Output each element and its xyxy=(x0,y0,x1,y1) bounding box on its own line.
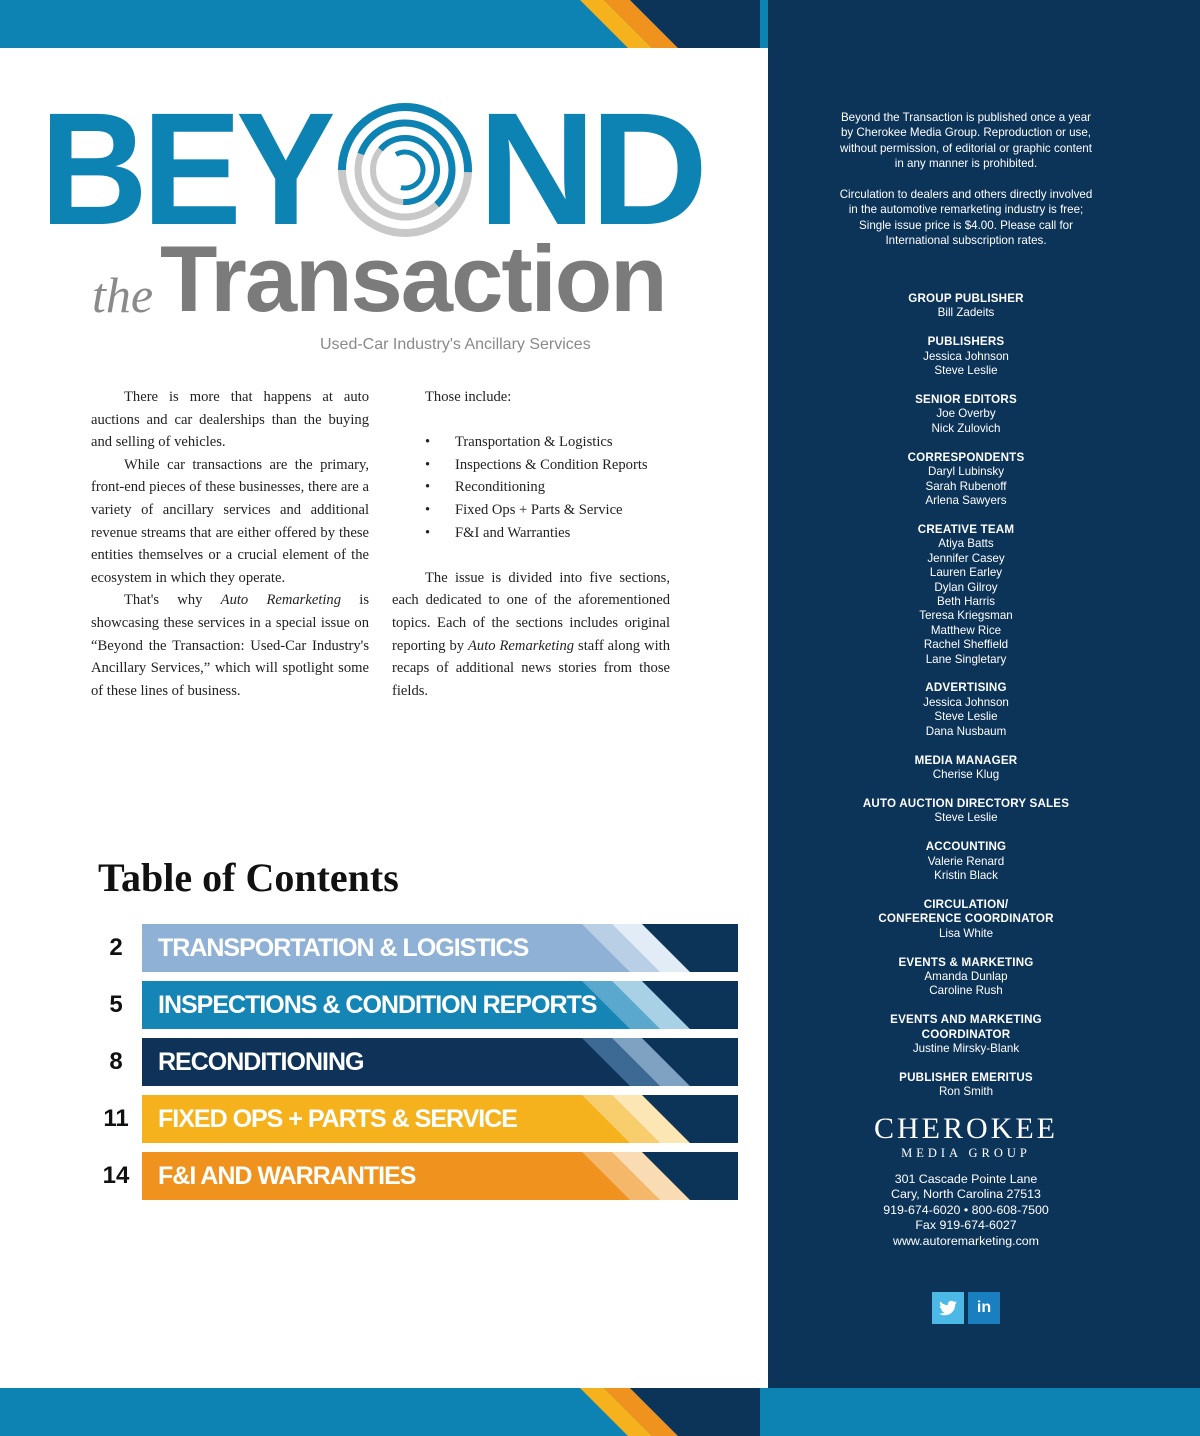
staff-name: Kristin Black xyxy=(934,869,998,882)
staff-name: Daryl Lubinsky xyxy=(927,465,1005,479)
staff-name: Atiya Batts xyxy=(938,537,994,551)
toc-label: RECONDITIONING xyxy=(158,1048,364,1076)
staff-name: Arlena Sawyers xyxy=(925,493,1007,507)
staff-role: ACCOUNTING xyxy=(925,840,1007,854)
toc-bar xyxy=(142,924,738,972)
includes-lead: Those include: xyxy=(425,389,512,405)
publication-name: Auto Remarketing xyxy=(468,637,575,654)
target-rings-icon xyxy=(342,107,468,233)
intro-paragraph-3: That's why Auto Remarketing is showcasing these services in a special issue on “Beyond the Transaction: Used-Car Industry's Ancillary Services,” which will spotlight some of these lines of business. xyxy=(91,592,369,699)
staff-name: Ron Smith xyxy=(938,1085,994,1099)
staff-name: Cherise Klug xyxy=(932,767,1000,781)
intro-column-right xyxy=(392,386,670,702)
address-line: 301 Cascade Pointe Lane xyxy=(894,1172,1038,1186)
staff-role: CREATIVE TEAM xyxy=(917,522,1015,536)
twitter-icon xyxy=(932,1292,964,1324)
linkedin-button[interactable] xyxy=(968,1292,1000,1324)
svg-text:ND: ND xyxy=(478,96,702,246)
logo-transaction-word: Transaction xyxy=(160,226,666,331)
list-item: • Reconditioning xyxy=(392,476,670,499)
staff-name: Sarah Rubenoff xyxy=(925,479,1007,493)
staff-name: Jessica Johnson xyxy=(923,695,1009,709)
staff-name: Steve Leslie xyxy=(934,364,998,378)
toc-label: FIXED OPS + PARTS & SERVICE xyxy=(158,1105,517,1133)
staff-group xyxy=(836,956,1096,999)
toc-bar xyxy=(142,981,738,1029)
staff-group xyxy=(836,681,1096,739)
circulation-notice: Circulation to dealers and others directly involved in the automotive remarketing industry is free; Single issue price is $4.00. Please call for International subscription rates. xyxy=(839,188,1093,248)
toc-entry-fi-warranties[interactable] xyxy=(96,1152,738,1200)
toc-heading: Table of Contents xyxy=(98,855,399,900)
toc-page-number: 14 xyxy=(102,1162,130,1189)
staff-name: Bill Zadeits xyxy=(937,306,995,320)
toc-entry-reconditioning[interactable] xyxy=(96,1038,738,1086)
website-link[interactable]: www.autoremarketing.com xyxy=(893,1233,1039,1248)
list-item: • F&I and Warranties xyxy=(392,522,670,545)
staff-group xyxy=(836,797,1096,826)
linkedin-icon: in xyxy=(976,1299,992,1316)
top-accent-stripes xyxy=(560,0,760,48)
toc-bar xyxy=(142,1152,738,1200)
staff-name: Matthew Rice xyxy=(930,623,1002,637)
staff-role: EVENTS AND MARKETING xyxy=(890,1013,1042,1027)
cherokee-media-group-logo xyxy=(836,1112,1096,1160)
toc-label: INSPECTIONS & CONDITION REPORTS xyxy=(158,991,597,1019)
staff-role: SENIOR EDITORS xyxy=(915,393,1017,407)
staff-name: Dana Nusbaum xyxy=(925,724,1007,738)
toc-page-number: 5 xyxy=(109,991,123,1018)
beyond-logo xyxy=(40,96,710,246)
company-subname: MEDIA GROUP xyxy=(901,1146,1031,1160)
staff-group xyxy=(836,840,1096,883)
staff-role: COORDINATOR xyxy=(921,1027,1011,1041)
staff-name: Nick Zulovich xyxy=(931,421,1001,435)
list-item: • Fixed Ops + Parts & Service xyxy=(392,499,670,522)
staff-credits xyxy=(836,292,1096,1114)
staff-name: Justine Mirsky-Blank xyxy=(912,1042,1020,1056)
intro-paragraph-2: While car transactions are the primary, front-end pieces of these businesses, there are a variety of ancillary services and additional revenue streams that are either offered by these entities themselves or a crucial element of the ecosystem in which they operate. xyxy=(91,456,369,586)
fax-line: Fax 919-674-6027 xyxy=(915,1218,1017,1233)
list-item: • Transportation & Logistics xyxy=(392,431,670,454)
bottom-accent-stripes xyxy=(560,1388,760,1436)
toc-label: F&I AND WARRANTIES xyxy=(158,1162,416,1190)
toc-entry-transportation[interactable] xyxy=(96,924,738,972)
publication-name: Auto Remarketing xyxy=(220,592,342,609)
staff-group xyxy=(836,335,1096,378)
toc-page-number: 8 xyxy=(109,1048,123,1075)
intro-column-left xyxy=(91,386,369,702)
staff-group xyxy=(836,523,1096,667)
logo-the-word: the xyxy=(92,267,154,323)
staff-name: Steve Leslie xyxy=(934,710,998,724)
address-line: Cary, North Carolina 27513 xyxy=(891,1187,1041,1202)
staff-role: CIRCULATION/ xyxy=(923,897,1009,911)
intro-paragraph-4: The issue is divided into five sections, each dedicated to one of the aforementioned topics. Each of the sections includes original reporting by Auto Remarketing staff along with recaps of additional news stories from those fields. xyxy=(392,569,670,699)
staff-group xyxy=(836,1071,1096,1100)
staff-name: Teresa Kriegsman xyxy=(919,609,1013,623)
toc-bar xyxy=(142,1095,738,1143)
staff-group xyxy=(836,451,1096,509)
staff-name: Jennifer Casey xyxy=(927,551,1005,565)
staff-role: EVENTS & MARKETING xyxy=(898,955,1034,969)
staff-group xyxy=(836,393,1096,436)
staff-role: CONFERENCE COORDINATOR xyxy=(878,912,1054,926)
staff-group xyxy=(836,292,1096,321)
staff-name: Amanda Dunlap xyxy=(924,970,1008,984)
toc-page-number: 11 xyxy=(103,1105,129,1132)
phone-line: 919-674-6020 • 800-608-7500 xyxy=(883,1202,1049,1217)
toc-label: TRANSPORTATION & LOGISTICS xyxy=(158,934,529,962)
staff-role: MEDIA MANAGER xyxy=(914,753,1018,767)
publication-disclaimer: Beyond the Transaction is published once a year by Cherokee Media Group. Reproduction or use, without permission, of editorial or graphic content in any manner is prohibited. xyxy=(840,111,1092,171)
staff-name: Rachel Sheffield xyxy=(923,638,1009,652)
twitter-button[interactable] xyxy=(932,1292,964,1324)
staff-name: Jessica Johnson xyxy=(923,349,1009,363)
staff-role: PUBLISHERS xyxy=(927,335,1005,349)
staff-role: PUBLISHER EMERITUS xyxy=(899,1071,1033,1085)
staff-group xyxy=(836,754,1096,783)
company-name: CHEROKEE xyxy=(874,1112,1058,1145)
staff-name: Joe Overby xyxy=(936,407,996,421)
company-address xyxy=(836,1172,1096,1249)
staff-name: Steve Leslie xyxy=(934,811,998,825)
toc-entry-fixed-ops[interactable] xyxy=(96,1095,738,1143)
staff-name: Lane Singletary xyxy=(925,652,1007,666)
staff-name: Dylan Gilroy xyxy=(934,580,998,594)
staff-role: AUTO AUCTION DIRECTORY SALES xyxy=(862,796,1070,810)
staff-group xyxy=(836,898,1096,941)
staff-role: GROUP PUBLISHER xyxy=(908,292,1024,305)
staff-name: Beth Harris xyxy=(937,594,995,608)
toc-bar xyxy=(142,1038,738,1086)
staff-name: Caroline Rush xyxy=(929,984,1003,998)
toc-entry-inspections[interactable] xyxy=(96,981,738,1029)
staff-name: Lisa White xyxy=(938,926,994,940)
svg-text:BEY: BEY xyxy=(40,96,334,246)
intro-paragraph-1: There is more that happens at auto auctions and car dealerships than the buying and selling of vehicles. xyxy=(91,389,369,451)
issue-subtitle: Used-Car Industry's Ancillary Services xyxy=(320,336,591,353)
topic-list xyxy=(392,431,670,544)
staff-role: ADVERTISING xyxy=(925,681,1007,695)
list-item: • Inspections & Condition Reports xyxy=(392,454,670,477)
staff-name: Lauren Earley xyxy=(929,566,1003,580)
staff-group xyxy=(836,1013,1096,1056)
toc-page-number: 2 xyxy=(109,934,123,961)
staff-role: CORRESPONDENTS xyxy=(907,450,1025,464)
staff-name: Valerie Renard xyxy=(927,854,1005,868)
